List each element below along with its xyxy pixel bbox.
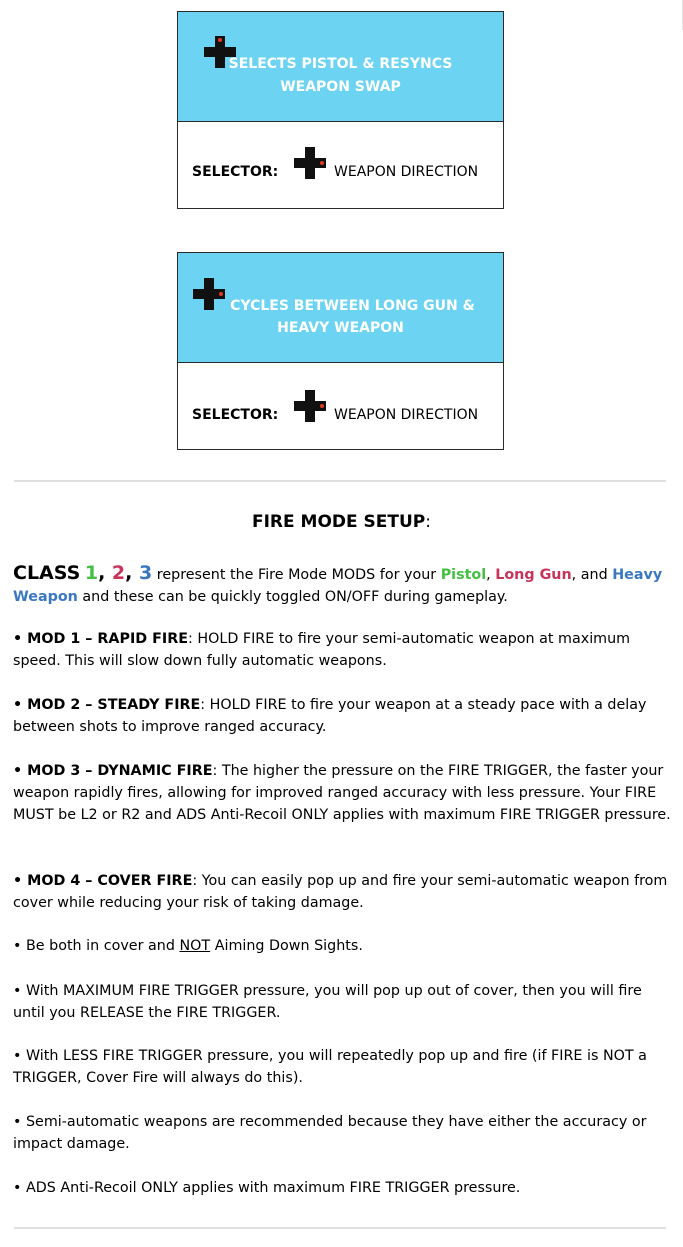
- section-title: FIRE MODE SETUP:: [251, 512, 432, 532]
- dpad-icon: [292, 388, 328, 424]
- box-caption-panel: [178, 12, 503, 122]
- mod-1-paragraph: • MOD 1 – RAPID FIRE: HOLD FIRE to fire your semi-automatic weapon at maximum speed. This will slow down fully automatic weapons.: [13, 631, 631, 669]
- box-caption-panel: [178, 253, 503, 363]
- caption-line-1: CYCLES BETWEEN LONG GUN &: [230, 298, 475, 314]
- divider: [14, 480, 666, 482]
- class-intro: CLASS 1, 2, 3 represent the Fire Mode MODS for your Pistol, Long Gun, and Heavy Weapon and these can be quickly toggled ON/OFF during gameplay.: [13, 562, 663, 605]
- bullet-less-pressure: • With LESS FIRE TRIGGER pressure, you will repeatedly pop up and fire (if FIRE is NOT a TRIGGER, Cover Fire will always do this).: [13, 1048, 647, 1086]
- caption-line-2: HEAVY WEAPON: [277, 320, 404, 336]
- bullet-cover: • Be both in cover and NOT Aiming Down Sights.: [13, 938, 363, 954]
- selector-value: WEAPON DIRECTION: [334, 407, 479, 423]
- selector-row: [178, 122, 503, 208]
- bullet-semi-auto: • Semi-automatic weapons are recommended because they have either the accuracy or impact damage.: [13, 1114, 647, 1152]
- bullet-max-pressure: • With MAXIMUM FIRE TRIGGER pressure, you will pop up out of cover, then you will fire until you RELEASE the FIRE TRIGGER.: [13, 983, 642, 1021]
- mod-2-paragraph: • MOD 2 – STEADY FIRE: HOLD FIRE to fire your weapon at a steady pace with a delay between shots to improve ranged accuracy.: [13, 697, 647, 735]
- caption-line-2: WEAPON SWAP: [280, 79, 401, 95]
- cycles-weapon-box: [177, 252, 504, 450]
- caption-line-1: SELECTS PISTOL & RESYNCS: [228, 56, 453, 72]
- bullet-ads: • ADS Anti-Recoil ONLY applies with maximum FIRE TRIGGER pressure.: [13, 1180, 521, 1196]
- mod-3-paragraph: • MOD 3 – DYNAMIC FIRE: The higher the pressure on the FIRE TRIGGER, the faster your weapon rapidly fires, allowing for improved ranged accuracy with less pressure. Your FIRE MUST be L2 or R2 and ADS Anti-Recoil ONLY applies with maximum FIRE TRIGGER pressure.: [13, 763, 671, 823]
- dpad-icon: [292, 145, 328, 181]
- selector-label: SELECTOR:: [192, 164, 279, 180]
- selector-row: [178, 363, 503, 449]
- divider: [14, 1227, 666, 1229]
- mod-4-paragraph: • MOD 4 – COVER FIRE: You can easily pop up and fire your semi-automatic weapon from cover while reducing your risk of taking damage.: [13, 873, 668, 911]
- selector-value: WEAPON DIRECTION: [334, 164, 479, 180]
- selects-pistol-box: [177, 11, 504, 209]
- selector-label: SELECTOR:: [192, 407, 279, 423]
